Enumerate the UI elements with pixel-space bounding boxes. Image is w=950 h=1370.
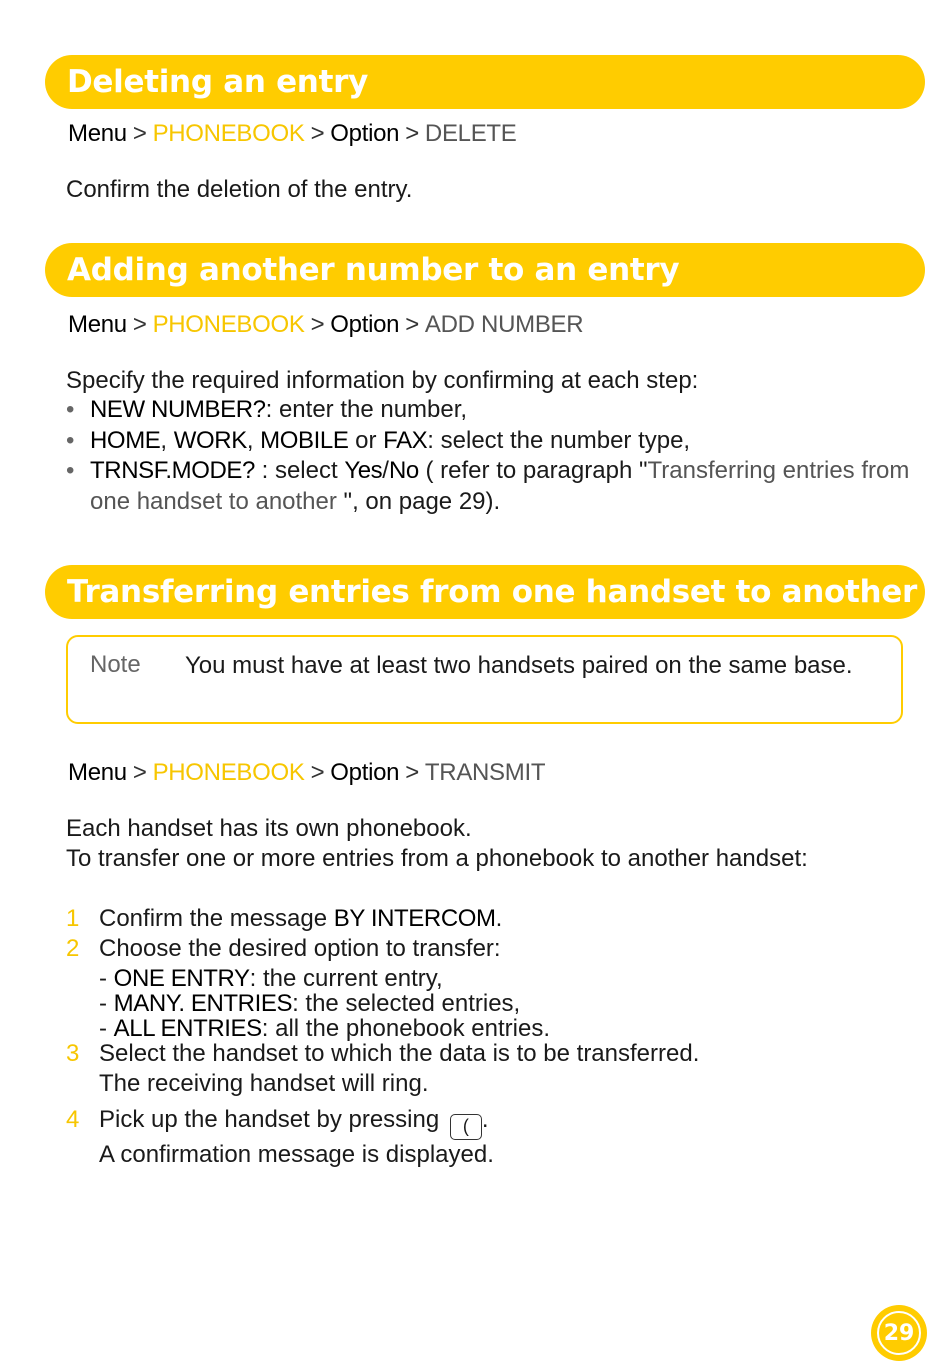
path-option: Option [330,120,400,147]
comma: , [246,426,261,454]
section-title: Transferring entries from one handset to another [67,574,918,610]
or-text: or [348,426,384,454]
option-text: : the selected entries, [292,990,521,1017]
step-item [66,904,699,934]
phone-call-key-icon: ( [450,1114,482,1140]
keyword-work: WORK [173,426,247,454]
step-item [66,1039,699,1099]
option-text: : the current entry, [249,965,443,992]
page-number-badge [871,1305,927,1361]
path-separator: > [405,120,419,147]
path-menu: Menu [68,311,127,338]
section-header-transferring [45,565,925,619]
path-target: ADD NUMBER [424,311,584,338]
step-text: Choose the desired option to transfer: [99,935,501,962]
option-text: : all the phonebook entries. [261,1015,550,1042]
menu-path-add-number [68,311,583,339]
path-phonebook: PHONEBOOK [152,120,305,147]
transfer-steps [66,904,699,1170]
path-target: TRANSMIT [424,759,546,786]
path-separator: > [310,311,325,338]
slash: / [382,457,389,484]
path-separator: > [310,120,325,147]
keyword-many-entries: MANY. ENTRIES [113,990,293,1017]
path-menu: Menu [68,759,127,786]
path-separator: > [310,759,325,786]
path-phonebook: PHONEBOOK [152,759,305,786]
bullet-dot: • [66,426,75,454]
option-line [99,1016,699,1041]
note-label: Note [90,651,141,678]
option-line [99,966,699,991]
dash: - [99,990,114,1017]
step-text: A confirmation message is displayed. [99,1141,494,1168]
keyword-yes: Yes [344,457,383,484]
bullet-item-new-number [66,395,926,426]
step-text: Confirm the message [99,905,334,932]
intro-line: To transfer one or more entries from a phonebook to another handset: [66,845,808,872]
keyword-fax: FAX [383,426,428,454]
comma: , [160,426,174,454]
step-item [66,934,699,1041]
bullet-text: : select [254,457,345,484]
step-text: . [481,1106,489,1133]
add-number-intro: Specify the required information by confirming at each step: [66,367,699,394]
bullet-dot: • [66,396,75,423]
keyword-all-entries: ALL ENTRIES [113,1015,262,1042]
menu-path-delete [68,120,517,148]
keyword-trnsf-mode: TRNSF.MODE? [90,457,255,484]
step-text: The receiving handset will ring. [99,1070,429,1097]
step-text: Select the handset to which the data is to be transferred. [99,1040,700,1067]
transfer-intro [66,814,808,874]
step-text: Pick up the handset by pressing [99,1106,446,1133]
path-phonebook: PHONEBOOK [152,311,305,338]
path-separator: > [405,759,419,786]
path-target: DELETE [424,120,517,147]
note-text: You must have at least two handsets paired on the same base. [185,652,853,679]
path-option: Option [330,759,400,786]
path-separator: > [132,311,147,338]
path-separator: > [132,120,147,147]
keyword-home: HOME [90,426,161,454]
option-line [99,991,699,1016]
dash: - [99,1015,114,1042]
keyword-one-entry: ONE ENTRY [113,965,250,992]
section-header-adding [45,243,925,297]
bullet-dot: • [66,457,75,484]
add-number-steps [66,395,926,517]
bullet-text: : enter the number, [265,396,468,423]
bullet-text: ( refer to paragraph " [418,457,648,484]
keyword-new-number: NEW NUMBER? [90,396,266,423]
keyword-no: No [388,457,419,484]
bullet-item-number-type [66,426,926,457]
bullet-text: : select the number type, [427,426,691,454]
step-number: 3 [66,1040,80,1067]
intro-line: Each handset has its own phonebook. [66,815,472,842]
section-header-deleting [45,55,925,109]
path-option: Option [330,311,400,338]
keyword-by-intercom: BY INTERCOM [333,905,496,932]
bullet-item-transfer-mode [66,456,926,517]
bullet-text: ", on page 29). [336,487,501,515]
step-number: 4 [66,1106,80,1133]
section-title: Adding another number to an entry [67,252,680,288]
step-number: 1 [66,905,80,932]
step-number: 2 [66,935,80,962]
path-separator: > [132,759,147,786]
note-box [66,635,903,724]
path-menu: Menu [68,120,127,147]
menu-path-transmit [68,759,545,787]
section-title: Deleting an entry [67,64,368,100]
step-item [66,1105,699,1170]
page-number: 29 [877,1311,921,1355]
dash: - [99,965,114,992]
cross-reference-link[interactable]: Transferring entries from one handset to another [90,457,910,515]
keyword-mobile: MOBILE [260,426,349,454]
step-text: . [495,905,503,932]
delete-instruction: Confirm the deletion of the entry. [66,176,413,203]
path-separator: > [405,311,419,338]
